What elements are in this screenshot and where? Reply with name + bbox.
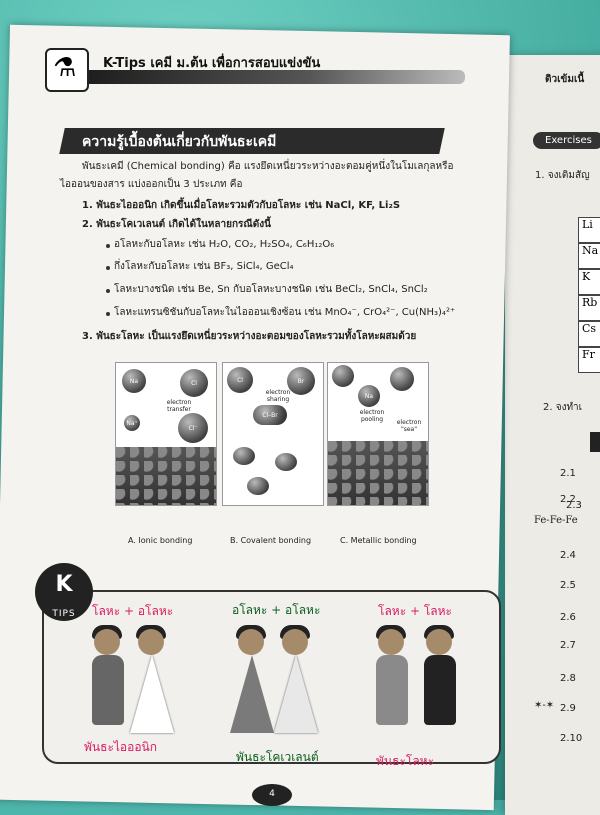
question-number: 2.1 [560,468,576,479]
question-number: 2.3 [566,500,582,511]
list-item-1: 1. พันธะไอออนิก เกิดขึ้นเมื่อโลหะรวมตัวกับอโลหะ เช่น NaCl, KF, Li₂S [82,200,401,211]
question-number: 2.6 [560,612,576,623]
electron-transfer-label: electron transfer [166,399,192,413]
section-title: ความรู้เบื้องต้นเกี่ยวกับพันธะเคมี [82,134,277,150]
table-header-chip [590,432,600,452]
bullet [106,244,110,248]
handwritten-note: ✶-✶ [534,700,555,711]
element-cell: Fr [578,347,600,373]
ionic-bonding-panel [115,362,217,506]
metal-atom [332,365,354,387]
molecule [247,477,269,495]
k-tips-badge [35,563,93,621]
molecule [233,447,255,465]
caption-ionic: A. Ionic bonding [128,536,193,545]
list-sub-4: โลหะแทรนซิชันกับอโลหะในไอออนเชิงซ้อน เช่น MnO₄⁻, CrO₄²⁻, Cu(NH₃)₄²⁺ [114,307,456,318]
caption-covalent: B. Covalent bonding [230,536,312,545]
list-sub-3: โลหะบางชนิด เช่น Be, Sn กับอโลหะบางชนิด เช่น BeCl₂, SnCl₄, SnCl₂ [114,284,428,295]
metallic-bonding-panel [327,362,429,506]
electron-pooling-label: electron pooling [359,409,385,423]
element-cell: Na [578,243,600,269]
flask-logo-icon: ⚗ [45,48,89,92]
list-item-3: 3. พันธะโลหะ เป็นแรงยึดเหนี่ยวระหว่างอะตอมของโลหะรวมทั้งโลหะผสมด้วย [82,331,417,342]
question-number: 2.4 [560,550,576,561]
covalent-bonding-panel [222,362,324,506]
pair2-title: อโลหะ + อโลหะ [232,603,321,617]
intro-line-2: ไอออนของสาร แบ่งออกเป็น 3 ประเภท คือ [60,179,243,190]
question-number: 2.10 [560,733,583,744]
book-title: K-Tips เคมี ม.ต้น เพื่อการสอบแข่งขัน [103,56,321,71]
sodium-atom: Na [358,385,380,407]
question-1: 1. จงเติมสัญ [535,170,590,181]
question-2: 2. จงทำเ [543,402,583,413]
book-header [45,48,465,88]
handwritten-note: Fe-Fe-Fe [534,515,578,526]
sodium-ion: Na⁺ [124,415,140,431]
cl-br-molecule: Cl–Br [253,405,287,425]
pair1-label: พันธะไอออนิก [84,740,158,754]
electron-sharing-label: electron sharing [265,389,291,403]
pair3-label: พันธะโลหะ [376,754,435,768]
electron-sea-label: electron "sea" [396,419,422,433]
right-page-header: ติวเข้มเนื้ [545,74,585,85]
question-number: 2.7 [560,640,576,651]
page-number: 4 [252,784,292,806]
list-item-2: 2. พันธะโคเวเลนต์ เกิดได้ในหลายกรณีดังนี้ [82,219,271,230]
molecule [275,453,297,471]
pair2-label: พันธะโคเวเลนต์ [236,750,319,764]
metal-atom [390,367,414,391]
caption-metallic: C. Metallic bonding [340,536,417,545]
question-number: 2.2 [560,494,576,505]
chlorine-atom: Cl [227,367,253,393]
sodium-atom: Na [122,369,146,393]
question-number: 2.8 [560,673,576,684]
chlorine-atom: Cl [180,369,208,397]
badge-word: TIPS [52,609,76,619]
chloride-ion: Cl⁻ [178,413,208,443]
bullet [106,266,110,270]
badge-letter: K [55,572,73,597]
exercises-tab: Exercises [533,132,600,149]
element-cell: Li [578,217,600,243]
pair1-title: โลหะ + อโลหะ [92,604,174,618]
list-sub-1: อโลหะกับอโลหะ เช่น H₂O, CO₂, H₂SO₄, C₆H₁₂O₆ [114,239,335,250]
pair3-title: โลหะ + โลหะ [378,604,452,618]
element-cell: K [578,269,600,295]
intro-line-1: พันธะเคมี (Chemical bonding) คือ แรงยึดเหนี่ยวระหว่างอะตอมคู่หนึ่งในโมเลกุลหรือ [82,161,454,172]
bullet [106,289,110,293]
metal-lattice [328,441,428,505]
ionic-lattice [116,447,216,505]
element-cell: Cs [578,321,600,347]
question-number: 2.5 [560,580,576,591]
bullet [106,312,110,316]
bromine-atom: Br [287,367,315,395]
question-number: 2.9 [560,703,576,714]
element-cell: Rb [578,295,600,321]
list-sub-2: กึ่งโลหะกับอโลหะ เช่น BF₃, SiCl₄, GeCl₄ [114,261,294,272]
